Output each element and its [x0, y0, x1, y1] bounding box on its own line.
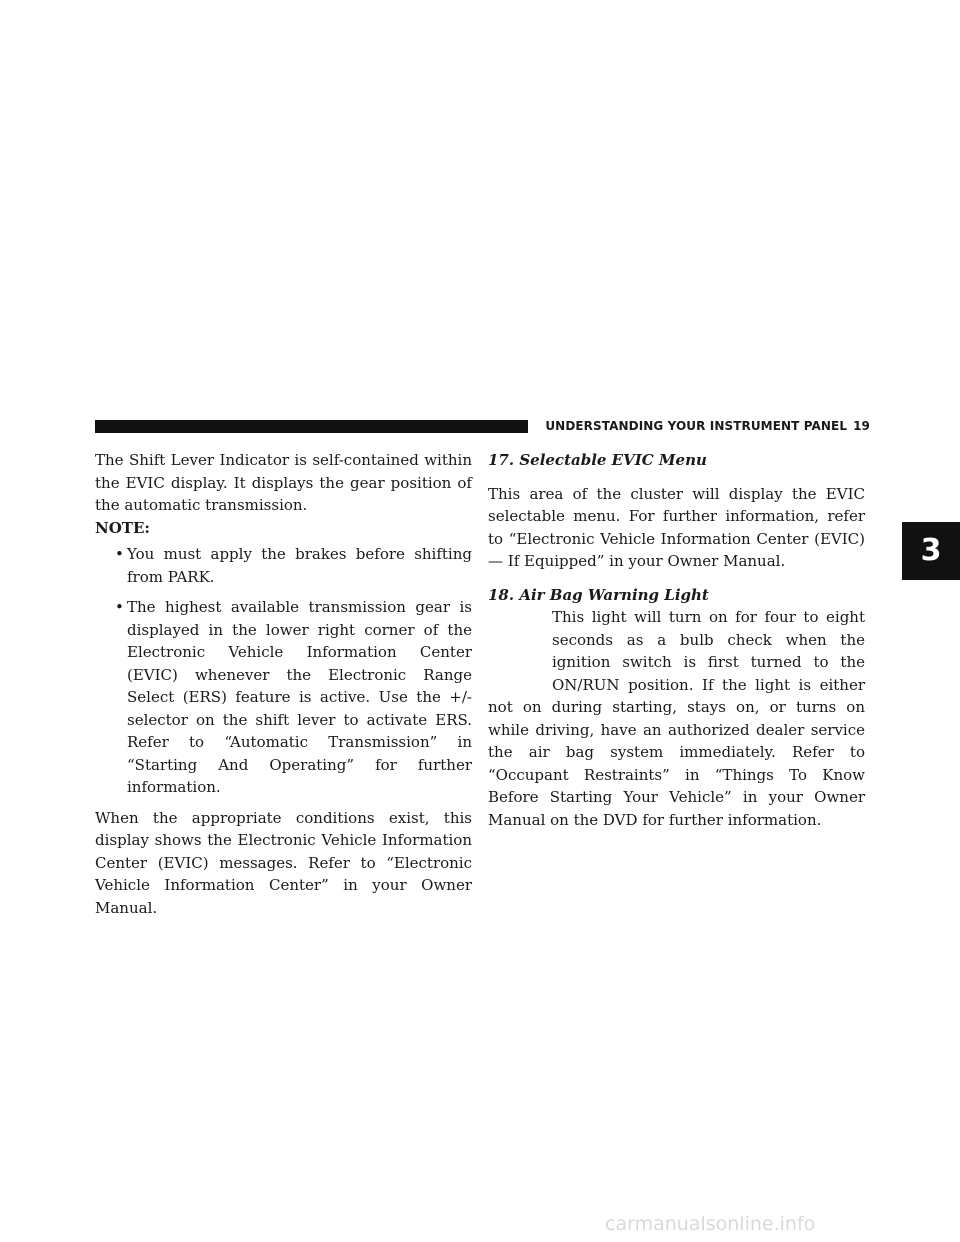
note-bullet-text: You must apply the brakes before shifting from PARK.: [127, 545, 472, 586]
section-17-heading: 17. Selectable EVIC Menu: [488, 451, 707, 469]
header-rule: [95, 420, 528, 433]
page-number: 19: [853, 419, 870, 433]
note-label: NOTE:: [95, 518, 150, 537]
airbag-warning-icon-area: [488, 606, 552, 694]
bullet-icon: •: [115, 598, 124, 616]
left-column: [95, 449, 472, 919]
evic-messages-paragraph: When the appropriate conditions exist, this display shows the Electronic Vehicle Information Center (EVIC) messages. Refer to “Electronic Vehicle Information Center” in your Owner Manual.: [95, 808, 472, 917]
bullet-icon: •: [115, 545, 124, 563]
section-tab-marker: 3: [902, 522, 960, 580]
section-18-paragraph: This light will turn on for four to eight seconds as a bulb check when the ignition switch is first turned to the ON/RUN position. If the light is either not on during starting, stays on, or turns on while driving, have an authorized dealer service the air bag system immediately. Refer to “Occupant Restraints” in “Things To Know Before Starting Your Vehicle” in your Owner Manual on the DVD for further information.: [488, 608, 865, 829]
watermark: carmanualsonline.info: [605, 1213, 816, 1235]
note-bullet-list: [95, 543, 472, 799]
right-column: [488, 449, 865, 831]
section-18-body: [488, 606, 865, 831]
shift-lever-paragraph: The Shift Lever Indicator is self-contained within the EVIC display. It displays the gear position of the automatic transmission.: [95, 451, 472, 514]
note-bullet-text: The highest available transmission gear is displayed in the lower right corner of the Electronic Vehicle Information Center (EVIC) whenever the Electronic Range Select (ERS) feature is active. Use the +/- selector on the shift lever to activate ERS. Refer to “Automatic Transmission” in “Starting And Operating” for further information.: [127, 598, 472, 796]
note-bullet-item: [95, 543, 472, 588]
running-header: [528, 419, 870, 434]
note-bullet-item: [95, 596, 472, 799]
section-17-paragraph: This area of the cluster will display the EVIC selectable menu. For further information, refer to “Electronic Vehicle Information Center (EVIC) — If Equipped” in your Owner Manual.: [488, 484, 865, 570]
header-title: UNDERSTANDING YOUR INSTRUMENT PANEL: [545, 419, 848, 433]
section-18-heading: 18. Air Bag Warning Light: [488, 585, 709, 604]
